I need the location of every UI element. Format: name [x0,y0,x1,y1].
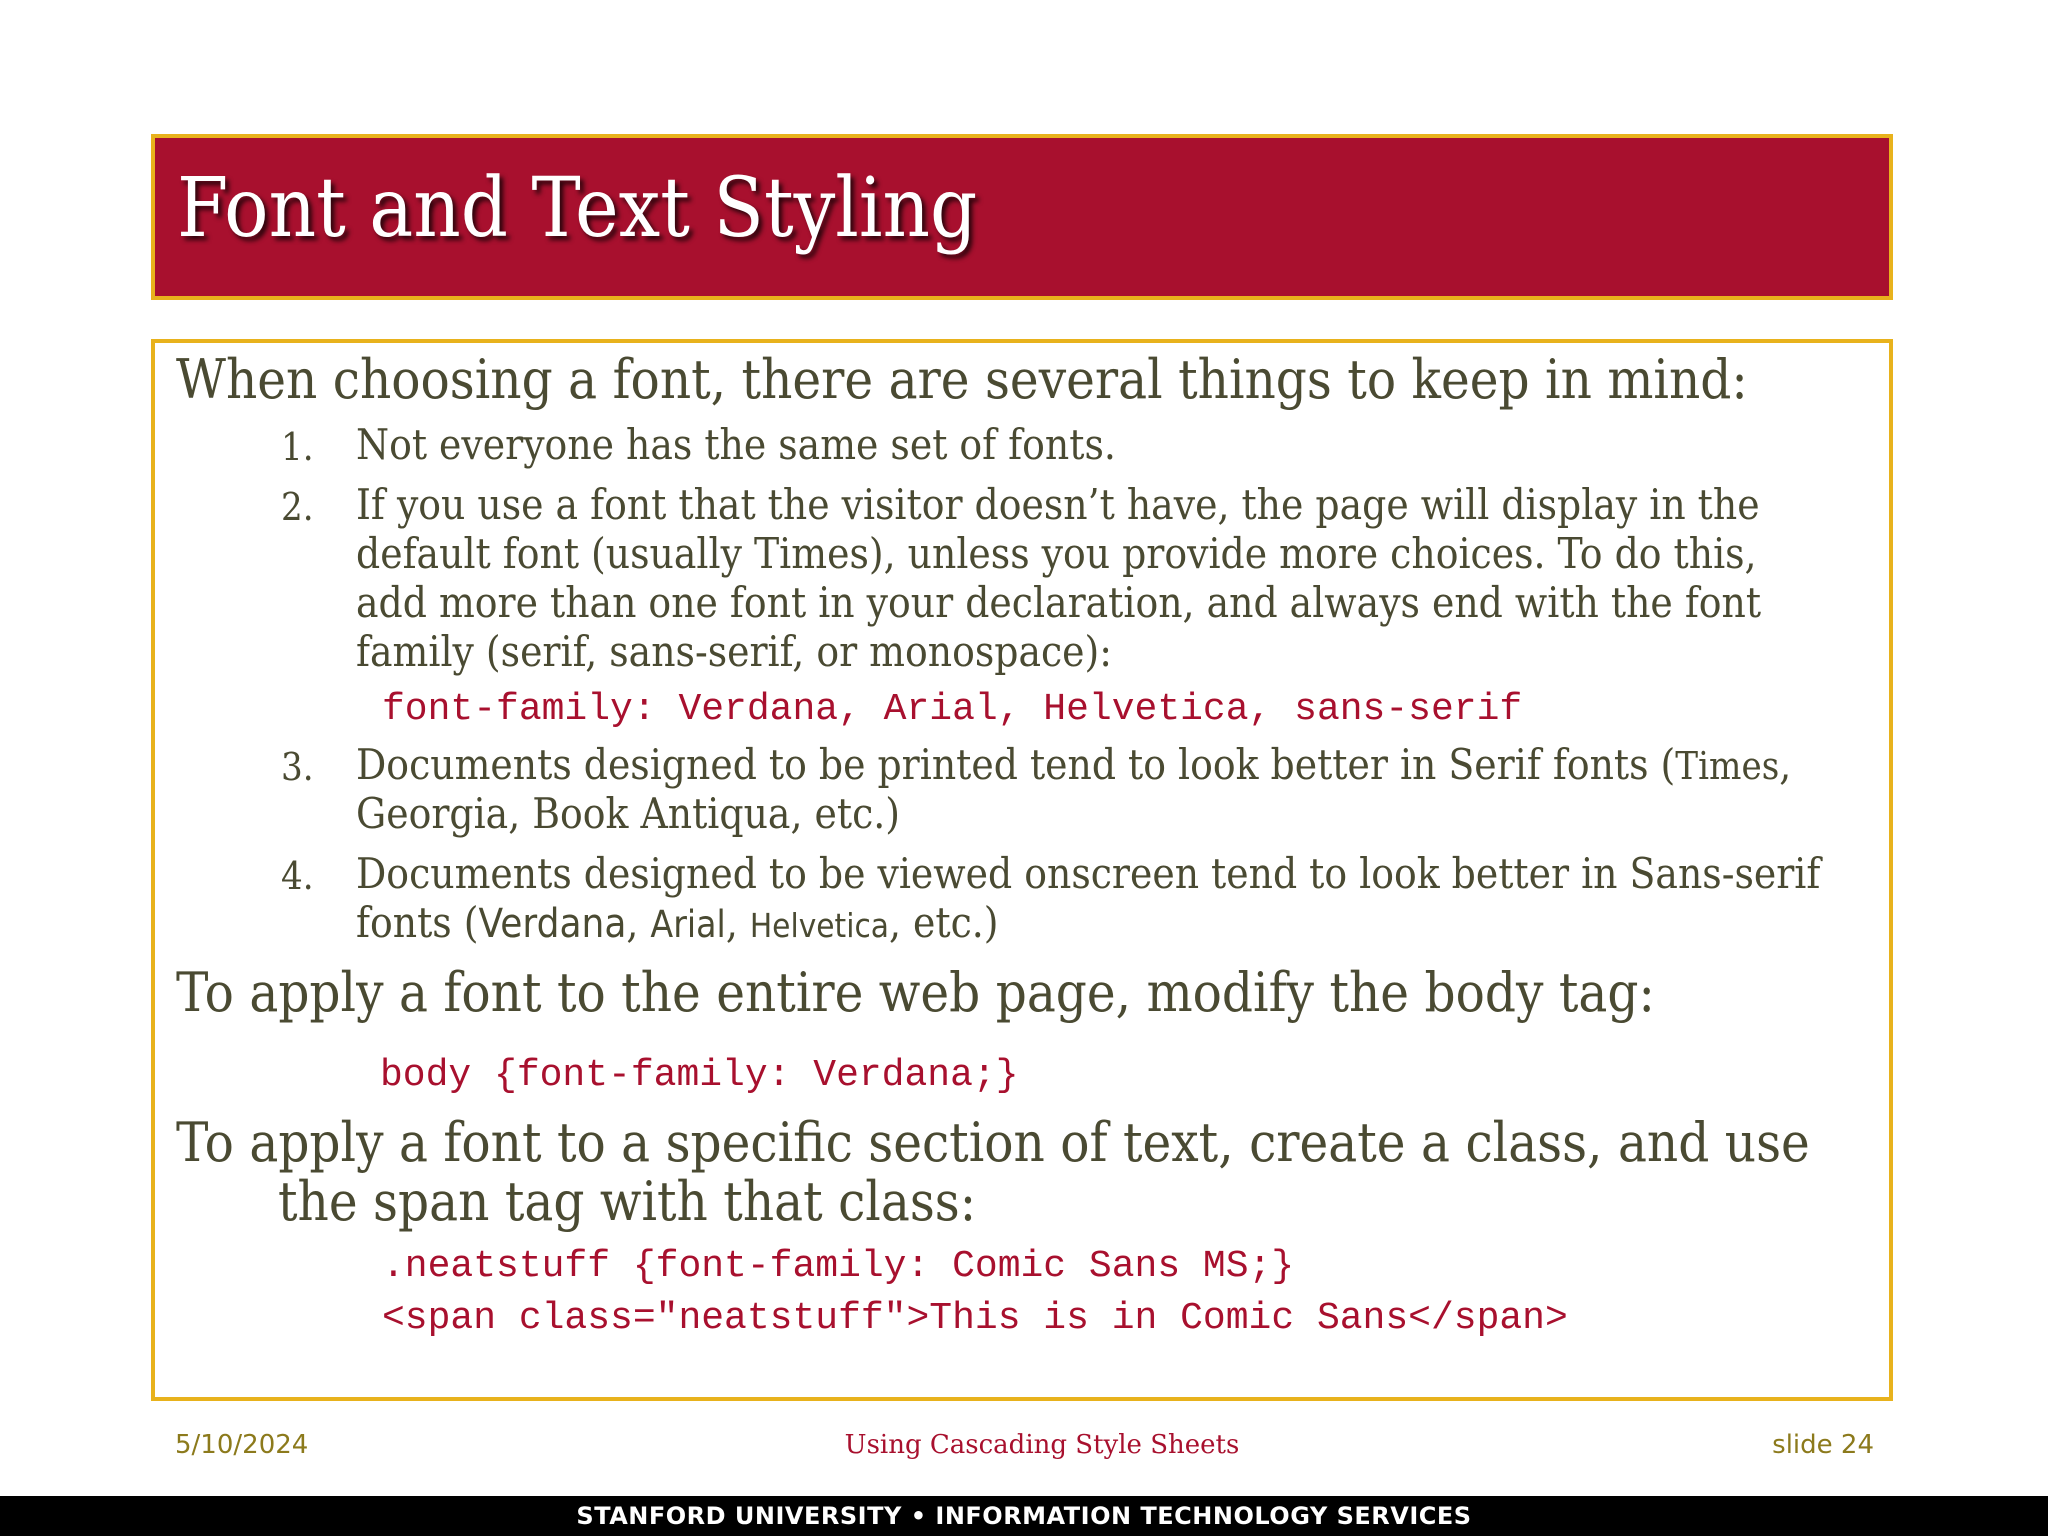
span-heading-line-1: To apply a font to a specific section of text, create a class, and use [176,1111,1810,1174]
content-box [151,339,1893,1401]
list-item-3-line-2 [356,789,901,838]
font-sample-helvetica: Helvetica [749,906,889,945]
list-item-4-text: fonts ( [356,898,479,947]
list-item-2-line-2: default font (usually Times), unless you provide more choices. To do this, [356,529,1757,578]
list-item-3-end: , etc.) [790,789,901,838]
title-bar [151,134,1893,300]
institution-band: STANFORD UNIVERSITY • INFORMATION TECHNOLOGY SERVICES [0,1496,2048,1536]
list-number-2: 2. [281,485,314,529]
list-item-4-separator-1: , [626,898,651,947]
list-item-2-line-1: If you use a font that the visitor doesn’t have, the page will display in the [356,480,1760,529]
span-code: <span class="neatstuff">This is in Comic Sans</span> [382,1297,1568,1340]
list-item-3-separator: , [508,789,533,838]
intro-text: When choosing a font, there are several things to keep in mind: [176,348,1748,411]
footer-title: Using Cascading Style Sheets [844,1430,1240,1460]
font-sample-book-antiqua: Book Antiqua [532,789,791,838]
body-tag-code: body {font-family: Verdana;} [380,1054,1019,1097]
font-sample-arial: Arial [650,903,726,946]
list-item-2-line-3: add more than one font in your declaration, and always end with the font [356,578,1762,627]
footer-date: 5/10/2024 [175,1430,309,1460]
list-item-4-end: , etc.) [888,898,999,947]
list-item-3-comma: , [1779,740,1792,789]
list-item-4-line-2 [356,898,999,947]
list-number-1: 1. [281,425,314,469]
font-sample-times: Times [1675,744,1780,788]
font-sample-georgia: Georgia [356,789,509,838]
list-item-4-separator-2: , [725,898,750,947]
slide-title: Font and Text Styling [177,161,978,256]
list-item-4-line-1: Documents designed to be viewed onscreen tend to look better in Sans-serif [356,849,1821,898]
span-heading-line-2: the span tag with that class: [278,1170,977,1233]
font-family-code: font-family: Verdana, Arial, Helvetica, sans-serif [382,688,1523,731]
slide-number: slide 24 [1772,1430,1874,1460]
list-item-3-line-1 [356,740,1792,789]
list-item-3-text: Documents designed to be printed tend to look better in Serif fonts ( [356,740,1676,789]
list-number-4: 4. [281,854,314,898]
list-item-1: Not everyone has the same set of fonts. [356,420,1116,469]
class-code: .neatstuff {font-family: Comic Sans MS;} [382,1245,1295,1288]
body-tag-heading: To apply a font to the entire web page, modify the body tag: [176,961,1655,1024]
list-item-2-line-4: family (serif, sans-serif, or monospace): [356,627,1113,676]
list-number-3: 3. [281,745,314,789]
font-sample-verdana: Verdana [478,901,627,947]
